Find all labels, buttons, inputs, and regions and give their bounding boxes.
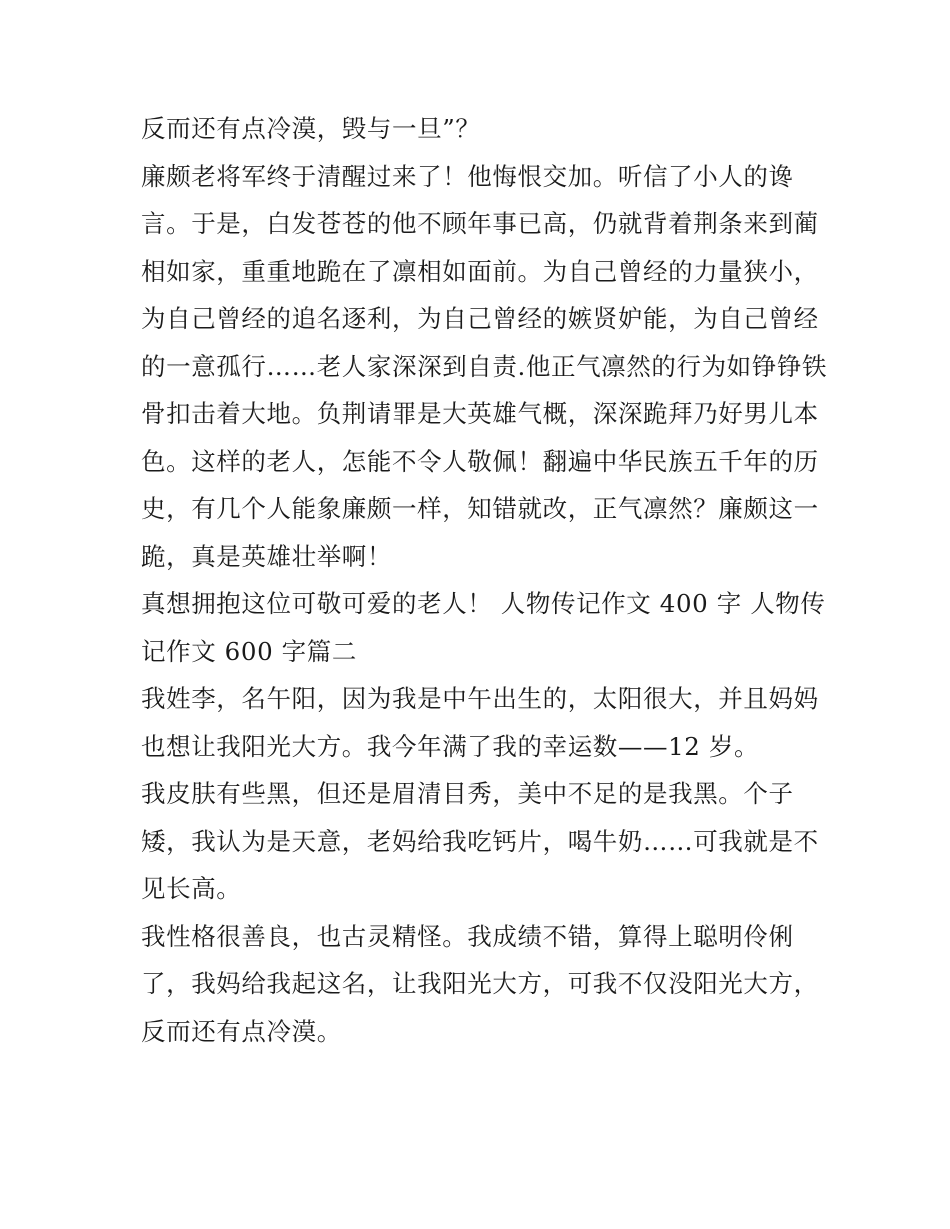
text-line: 相如家，重重地跪在了凛相如面前。为自己曾经的力量狭小， — [141, 256, 819, 286]
text-line: 跪，真是英雄壮举啊！ — [141, 541, 392, 571]
text-line: 真想拥抱这位可敬可爱的老人！ 人物传记作文 400 字 人物传 — [141, 589, 826, 618]
text-line: 我性格很善良，也古灵精怪。我成绩不错，算得上聪明伶俐 — [141, 921, 794, 951]
text-line: 我姓李，名午阳，因为我是中午出生的，太阳很大，并且妈妈 — [141, 684, 819, 713]
text-line: 骨扣击着大地。负荆请罪是大英雄气概，深深跪拜乃好男儿本 — [141, 399, 819, 428]
text-line: 也想让我阳光大方。我今年满了我的幸运数——12 岁。 — [141, 731, 760, 761]
text-line: 史，有几个人能象廉颇一样，知错就改，正气凛然？廉颇这一 — [141, 494, 819, 523]
text-line: 廉颇老将军终于清醒过来了！他悔恨交加。听信了小人的谗 — [141, 161, 794, 191]
text-line: 的一意孤行……老人家深深到自责.他正气凛然的行为如铮铮铁 — [141, 351, 828, 381]
document-body — [141, 105, 828, 1055]
text-line: 言。于是，白发苍苍的他不顾年事已高，仍就背着荆条来到蔺 — [141, 209, 819, 238]
text-line: 反而还有点冷漠，毁与一旦”？ — [141, 114, 481, 143]
text-line: 色。这样的老人，怎能不令人敬佩！翻遍中华民族五千年的历 — [141, 446, 819, 476]
text-line: 了，我妈给我起这名，让我阳光大方，可我不仅没阳光大方， — [141, 969, 819, 998]
text-line: 反而还有点冷漠。 — [141, 1016, 342, 1046]
text-line: 记作文 600 字篇二 — [141, 636, 357, 666]
text-line: 我皮肤有些黑，但还是眉清目秀，美中不足的是我黑。个子 — [141, 779, 794, 808]
text-line: 见长高。 — [141, 874, 242, 903]
text-line: 矮，我认为是天意，老妈给我吃钙片，喝牛奶……可我就是不 — [141, 826, 819, 856]
text-line: 为自己曾经的追名逐利，为自己曾经的嫉贤妒能，为自己曾经 — [141, 304, 819, 333]
